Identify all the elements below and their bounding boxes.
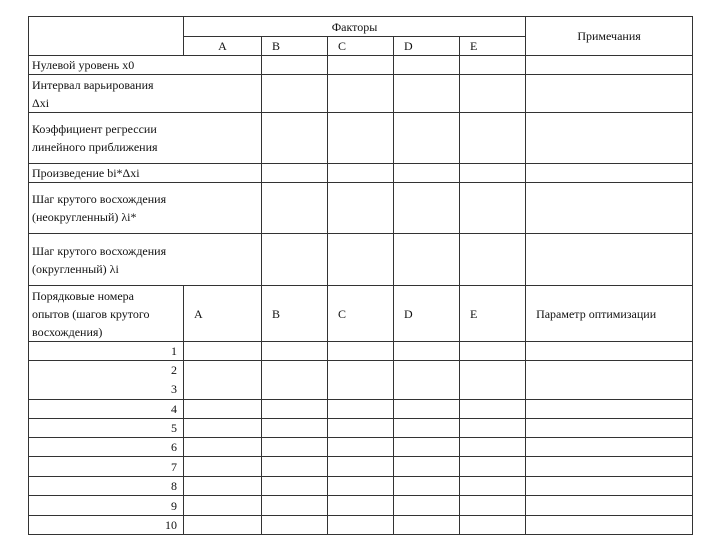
sub-factor-label-a: A [184,286,262,342]
table-row [29,457,693,477]
experiment-number: 2 [171,363,177,377]
row-label-step-rounded: Шаг крутого восхождения (округленный) λi [29,234,262,286]
factor-label-e: E [460,37,526,56]
table-row [29,56,693,75]
sub-factor-label-c: C [328,286,394,342]
table-row [29,164,693,183]
experiment-number: 6 [29,438,184,457]
table-row [29,361,693,400]
table-row [29,113,693,164]
experiment-number: 7 [29,457,184,477]
table-row [29,400,693,419]
table-row [29,234,693,286]
experiment-number: 9 [29,496,184,516]
factor-label-d: D [394,37,460,56]
experiment-number: 1 [29,342,184,361]
row-label-step-unrounded: Шаг крутого восхождения (неокругленный) λi* [29,183,262,234]
row-label-variation-interval: Интервал варьирования Δxi [29,75,262,113]
table-row [29,496,693,516]
row-label-zero-level: Нулевой уровень x0 [29,56,262,75]
row-label-experiment-numbers: Порядковые номера опытов (шагов крутого восхождения) [29,286,184,342]
factors-title: Факторы [184,17,526,37]
table-row [29,75,693,113]
optimization-param-label: Параметр оптимизации [526,286,693,342]
header-corner-cell [29,17,184,37]
factor-label-b: B [262,37,328,56]
factor-label-a: A [184,37,262,56]
row-label-regression-coef: Коэффициент регрессии линейного приближения [29,113,262,164]
notes-title: Примечания [526,17,693,56]
table-row [29,438,693,457]
steepest-ascent-table [28,16,693,535]
experiment-number: 3 [171,382,177,396]
experiment-number: 8 [29,477,184,496]
sub-factor-label-e: E [460,286,526,342]
experiment-number-pair [29,361,184,400]
table-row [29,477,693,496]
factor-label-c: C [328,37,394,56]
table-row [29,419,693,438]
table-row [29,286,693,342]
sub-factor-label-d: D [394,286,460,342]
table-row [29,342,693,361]
experiment-number: 5 [29,419,184,438]
table-row [29,516,693,535]
row-label-product: Произведение bi*Δxi [29,164,262,183]
header-corner-cell-lower [29,37,184,56]
sub-factor-label-b: B [262,286,328,342]
table-row [29,183,693,234]
experiment-number: 10 [29,516,184,535]
experiment-number: 4 [29,400,184,419]
